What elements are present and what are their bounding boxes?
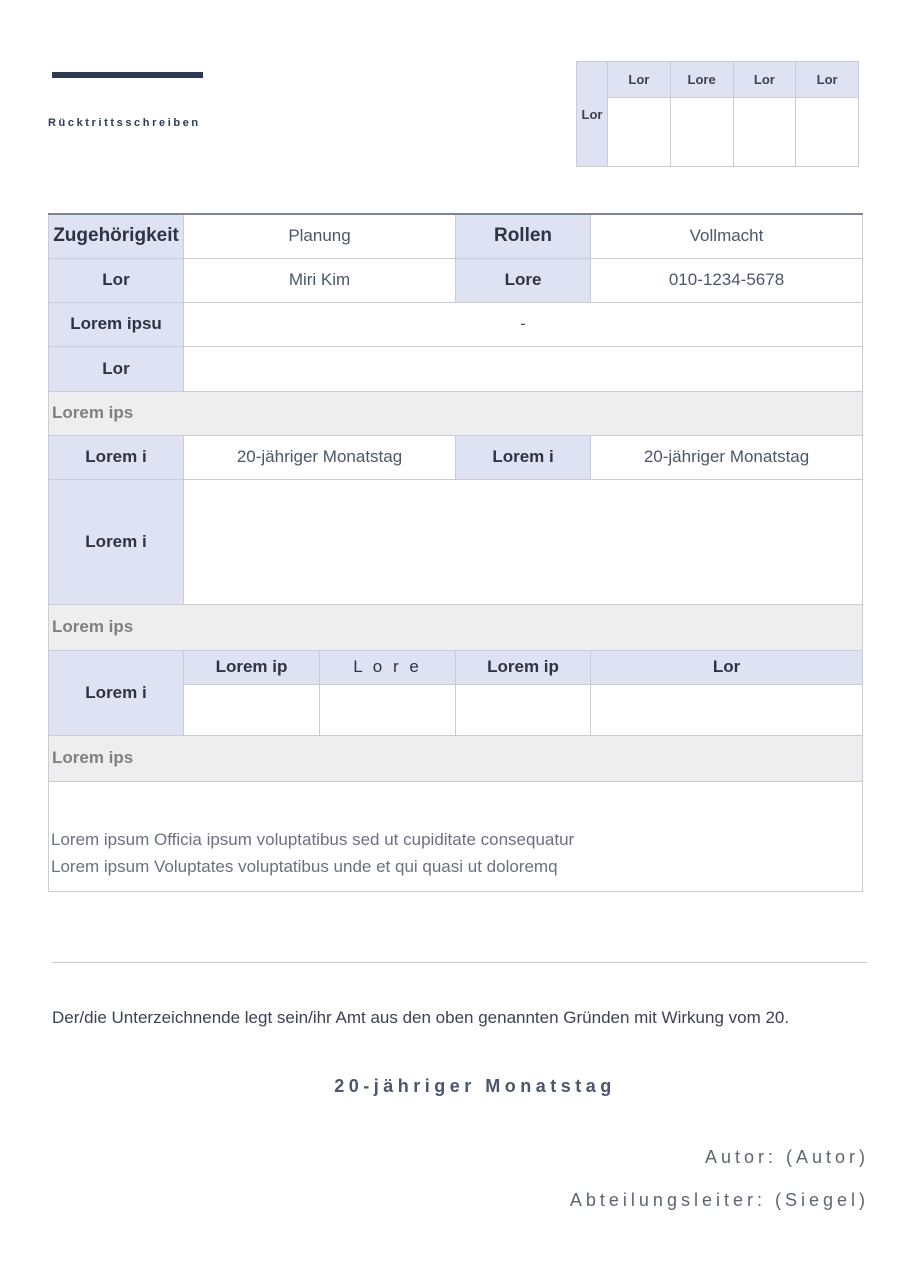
accent-bar — [52, 72, 203, 78]
approval-box — [576, 61, 859, 167]
resignation-form-table — [48, 213, 863, 892]
handover-cell[interactable] — [184, 684, 320, 735]
approval-header: Lor — [796, 62, 859, 98]
label-reason: Lorem i — [49, 479, 184, 604]
handover-cell[interactable] — [591, 684, 863, 735]
approval-header: Lor — [608, 62, 671, 98]
value-affiliation[interactable]: Planung — [184, 214, 456, 258]
label-roles: Rollen — [456, 214, 591, 258]
handover-header: Lorem ip — [456, 650, 591, 684]
approval-sign-cell[interactable] — [733, 98, 796, 167]
value-date-1[interactable]: 20-jähriger Monatstag — [184, 435, 456, 479]
approval-header: Lor — [733, 62, 796, 98]
label-row3: Lorem ipsu — [49, 302, 184, 346]
approval-sign-cell[interactable] — [796, 98, 859, 167]
label-affiliation: Zugehörigkeit — [49, 214, 184, 258]
approval-header: Lore — [670, 62, 733, 98]
author-signature: Autor: (Autor) — [704, 1147, 869, 1167]
value-row3[interactable]: - — [184, 302, 863, 346]
label-phone: Lore — [456, 258, 591, 302]
value-roles[interactable]: Vollmacht — [591, 214, 863, 258]
section-title: Lorem ips — [49, 391, 863, 435]
department-head-seal: Abteilungsleiter: (Siegel) — [569, 1190, 869, 1210]
notes-cell[interactable] — [49, 781, 863, 891]
value-row4[interactable] — [184, 346, 863, 391]
resignation-statement: Der/die Unterzeichnende legt sein/ihr Amt aus den oben genannten Gründen mit Wirkung vom 20. — [52, 1008, 790, 1027]
label-date-1: Lorem i — [49, 435, 184, 479]
notes-line: Lorem ipsum Officia ipsum voluptatibus sed ut cupiditate consequatur — [51, 829, 575, 849]
document-title: Rücktrittsschreiben — [48, 117, 201, 129]
notes-line: Lorem ipsum Voluptates voluptatibus unde et qui quasi ut doloremq — [51, 856, 558, 876]
signature-date: 20-jähriger Monatstag — [334, 1076, 616, 1096]
label-name: Lor — [49, 258, 184, 302]
section-title: Lorem ips — [49, 735, 863, 781]
approval-sign-cell[interactable] — [670, 98, 733, 167]
handover-header: Lorem ip — [184, 650, 320, 684]
handover-header: Lor — [591, 650, 863, 684]
divider — [52, 962, 867, 963]
value-phone[interactable]: 010-1234-5678 — [591, 258, 863, 302]
approval-side-label: Lor — [577, 62, 608, 167]
value-reason[interactable] — [184, 479, 863, 604]
handover-header: L o r e — [320, 650, 456, 684]
label-handover: Lorem i — [49, 650, 184, 735]
handover-cell[interactable] — [456, 684, 591, 735]
label-date-2: Lorem i — [456, 435, 591, 479]
section-title: Lorem ips — [49, 604, 863, 650]
label-row4: Lor — [49, 346, 184, 391]
value-date-2[interactable]: 20-jähriger Monatstag — [591, 435, 863, 479]
value-name[interactable]: Miri Kim — [184, 258, 456, 302]
handover-cell[interactable] — [320, 684, 456, 735]
approval-sign-cell[interactable] — [608, 98, 671, 167]
